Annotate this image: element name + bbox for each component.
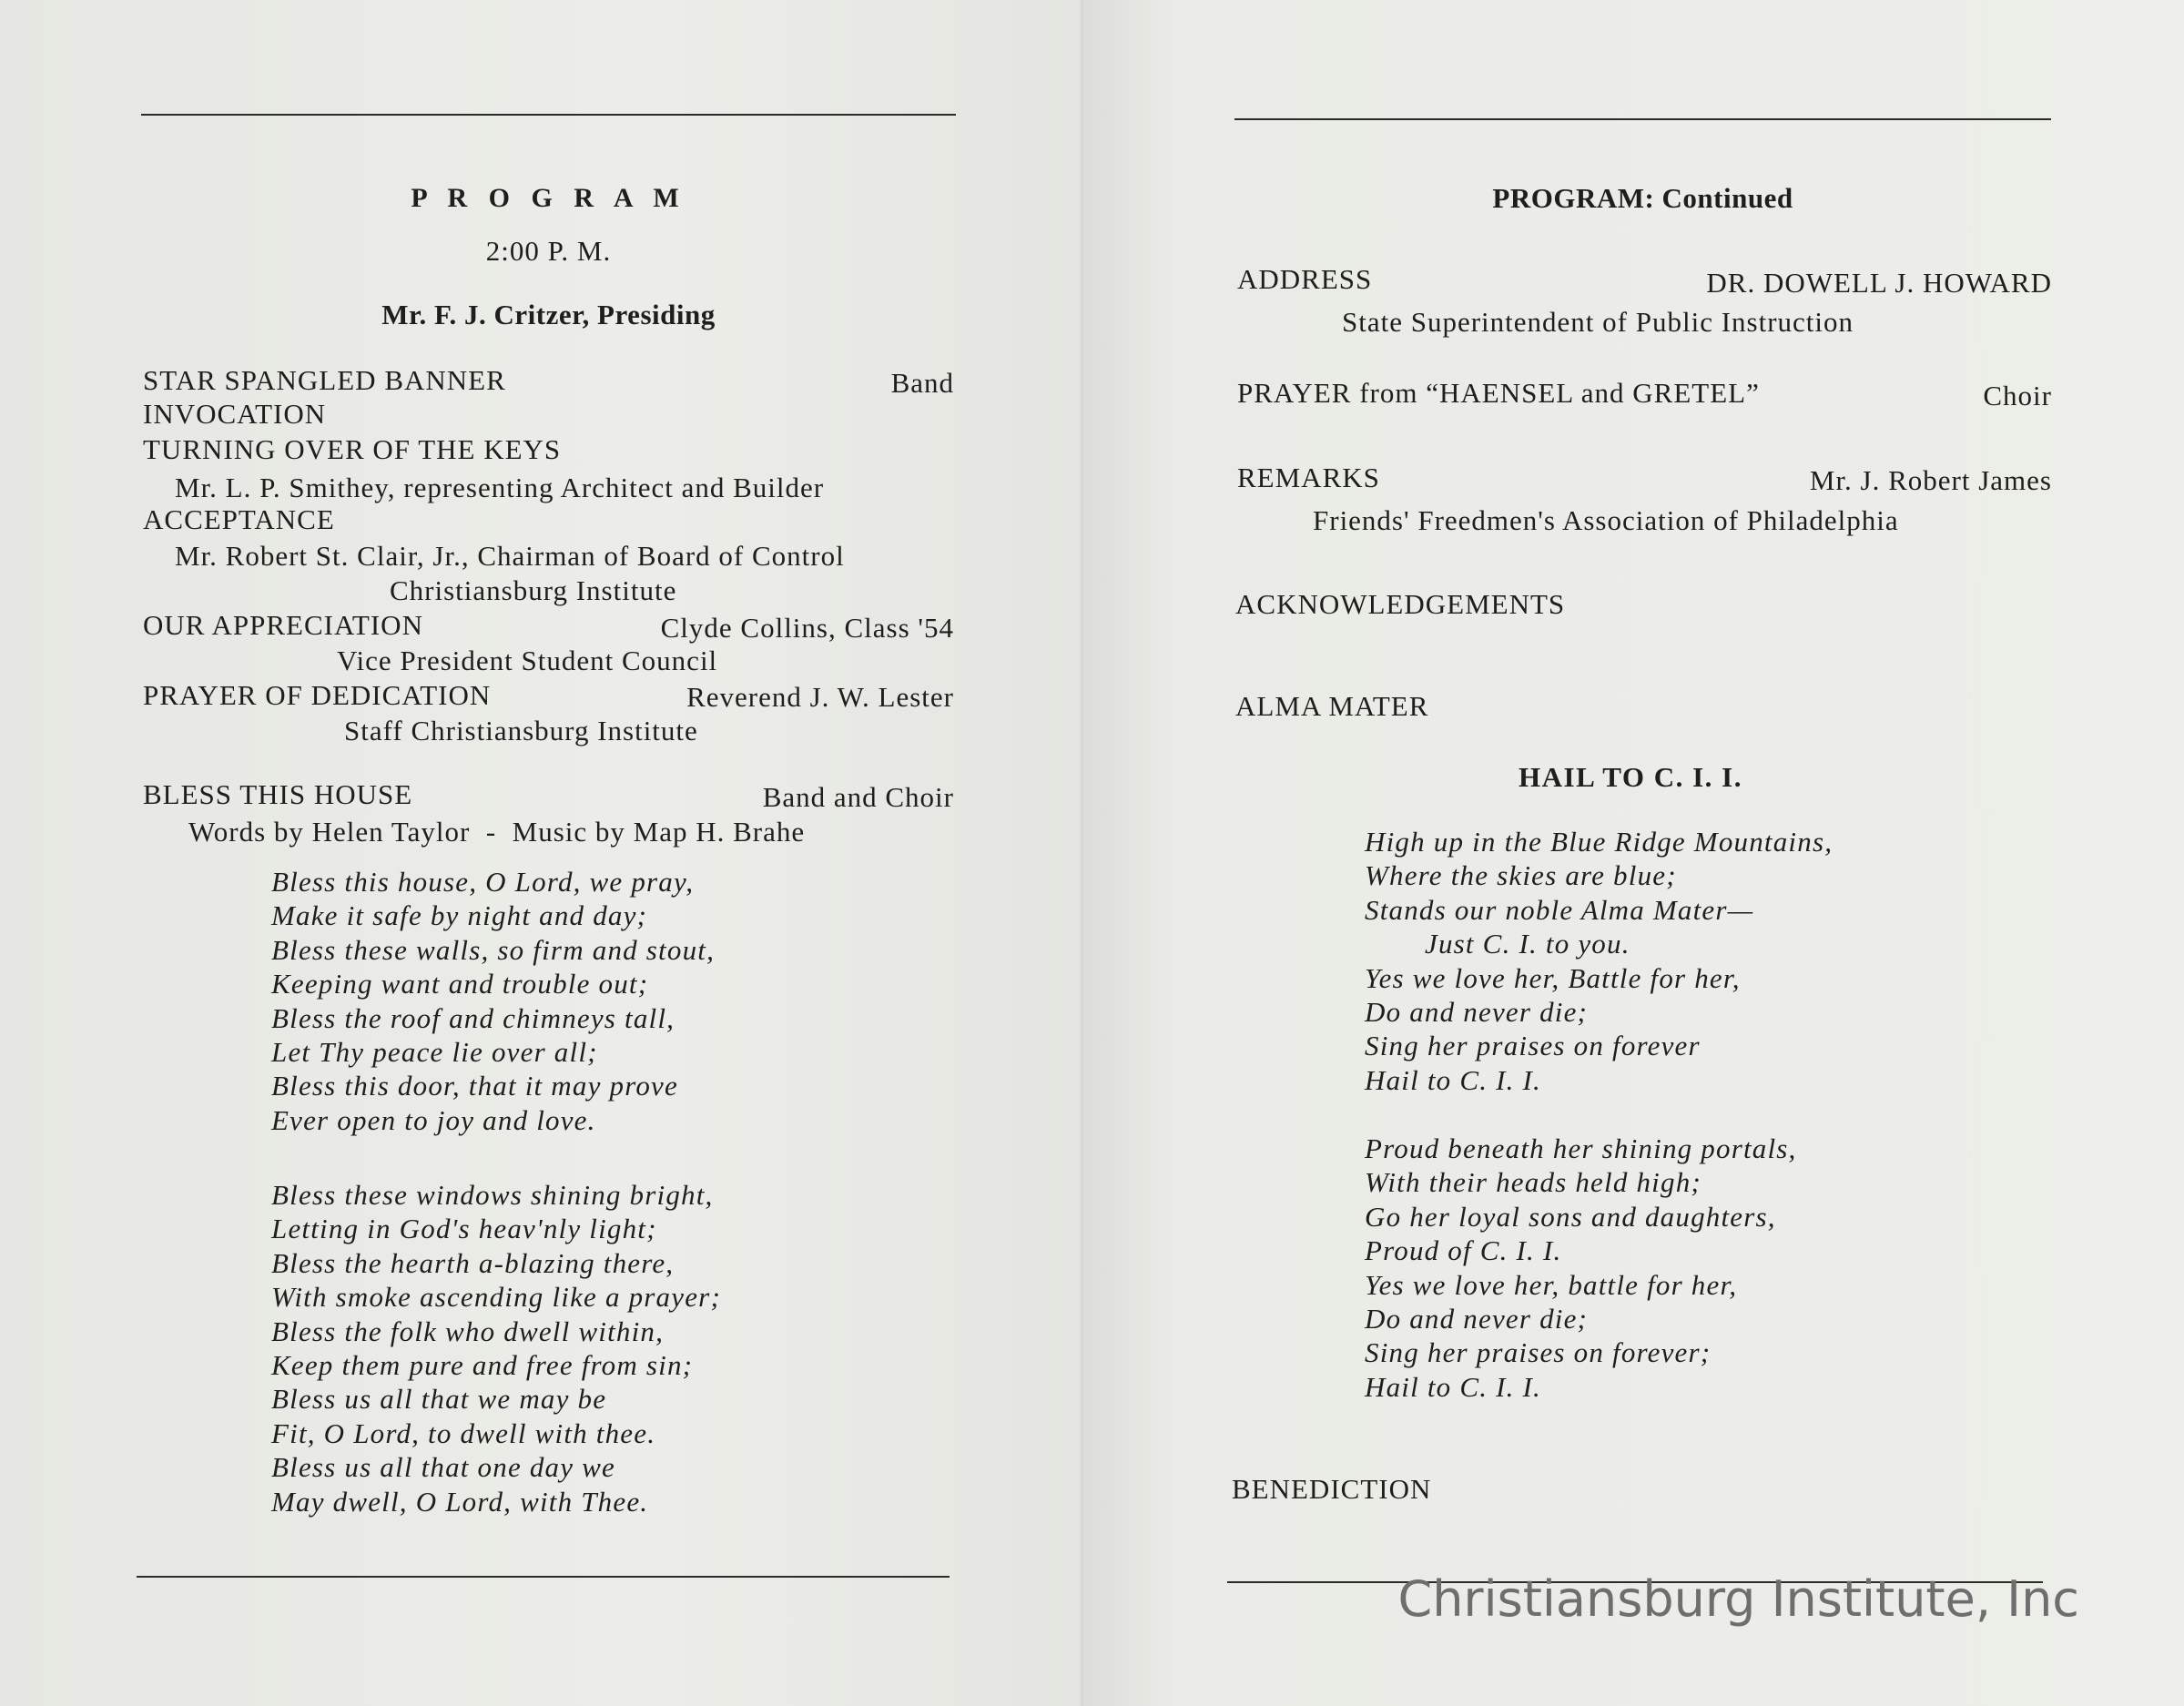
verse-line: Yes we love her, battle for her, [1365,1268,1738,1301]
verse-line: Keeping want and trouble out; [271,968,649,1000]
item-anthem: STAR SPANGLED BANNER [143,364,506,396]
song-verse-1 [1365,825,1833,1097]
item-bless-credits: Words by Helen Taylor - Music by Map H. Brahe [188,816,806,848]
verse-line: Sing her praises on forever; [1365,1336,1712,1369]
item-keys: TURNING OVER OF THE KEYS [143,433,562,465]
center-fold [1080,0,1085,1706]
presiding-line: Mr. F. J. Critzer, Presiding [381,299,716,330]
verse-line: Proud of C. I. I. [1365,1234,1562,1267]
verse-line: Go her loyal sons and daughters, [1365,1200,1776,1233]
verse-line: Where the skies are blue; [1365,859,1677,892]
item-dedication: PRAYER OF DEDICATION [143,679,492,711]
item-dedication-role: Staff Christiansburg Institute [344,715,698,746]
verse-line: Bless us all that one day we [271,1451,616,1484]
program-heading: P R O G R A M [411,183,686,213]
verse-line: Yes we love her, Battle for her, [1365,961,1741,994]
watermark-text: Christiansburg Institute, Inc [1397,1570,2079,1628]
item-appreciation-presenter: Clyde Collins, Class '54 [660,612,954,644]
verse-line: Bless this door, that it may prove [271,1070,678,1102]
left-bottom-rule [137,1576,950,1578]
item-appreciation: OUR APPRECIATION [143,609,423,641]
song-verse-2 [1365,1132,1797,1404]
item-address-role: State Superintendent of Public Instruction [1342,306,1854,338]
verse-line: Letting in God's heav'nly light; [271,1213,657,1245]
item-remarks-org: Friends' Freedmen's Association of Philadelphia [1313,504,1899,536]
item-appreciation-role: Vice President Student Council [337,645,718,676]
item-remarks: REMARKS [1237,462,1380,493]
item-invocation: INVOCATION [143,398,327,430]
item-bless-performer: Band and Choir [762,781,954,813]
item-address: ADDRESS [1237,263,1373,295]
item-bless: BLESS THIS HOUSE [143,778,413,810]
verse-line: Bless this house, O Lord, we pray, [271,866,695,898]
verse-line: Hail to C. I. I. [1365,1370,1541,1403]
right-top-rule [1234,118,2051,120]
verse-line: Bless the hearth a-blazing there, [271,1246,675,1279]
item-acceptance: ACCEPTANCE [143,503,335,535]
verse-line: Sing her praises on forever [1365,1030,1701,1062]
bless-verse-1 [271,865,715,1137]
item-remarks-speaker: Mr. J. Robert James [1809,464,2052,496]
verse-line: Make it safe by night and day; [271,899,648,932]
verse-line: Hail to C. I. I. [1365,1063,1541,1096]
item-prayer-performer: Choir [1983,380,2052,411]
verse-line: With smoke ascending like a prayer; [271,1281,721,1314]
item-anthem-performer: Band [890,367,954,399]
verse-line: Bless the roof and chimneys tall, [271,1001,676,1034]
verse-line: Fit, O Lord, to dwell with thee. [271,1417,656,1449]
item-address-speaker: DR. DOWELL J. HOWARD [1706,267,2052,299]
item-benediction: BENEDICTION [1232,1473,1432,1505]
item-prayer: PRAYER from “HAENSEL and GRETEL” [1237,377,1760,409]
item-dedication-presenter: Reverend J. W. Lester [686,681,954,713]
program-time: 2:00 P. M. [485,235,612,267]
verse-line: Stands our noble Alma Mater— [1365,893,1754,926]
item-keys-presenter: Mr. L. P. Smithey, representing Architect and Builder [175,472,825,503]
verse-line: Bless these windows shining bright, [271,1179,714,1211]
item-alma-mater: ALMA MATER [1235,690,1429,722]
verse-line: May dwell, O Lord, with Thee. [271,1485,649,1518]
verse-line: Just C. I. to you. [1425,928,1630,960]
item-acknowledgements: ACKNOWLEDGEMENTS [1235,588,1566,620]
verse-line: Proud beneath her shining portals, [1365,1132,1797,1164]
program-continued-heading: PROGRAM: Continued [1492,182,1793,214]
verse-line: Let Thy peace lie over all; [271,1036,598,1069]
left-top-rule [141,114,956,116]
verse-line: Bless the folk who dwell within, [271,1315,665,1347]
verse-line: High up in the Blue Ridge Mountains, [1365,826,1834,858]
verse-line: Ever open to joy and love. [271,1103,596,1136]
verse-line: Bless us all that we may be [271,1383,607,1416]
verse-line: Keep them pure and free from sin; [271,1349,694,1382]
bless-verse-2 [271,1178,721,1518]
song-title: HAIL TO C. I. I. [1519,761,1742,793]
item-acceptance-org: Christiansburg Institute [390,574,677,606]
verse-line: Do and never die; [1365,996,1589,1029]
verse-line: Bless these walls, so firm and stout, [271,933,716,966]
verse-line: With their heads held high; [1365,1166,1701,1199]
verse-line: Do and never die; [1365,1303,1589,1335]
item-acceptance-presenter: Mr. Robert St. Clair, Jr., Chairman of Board of Control [175,540,845,572]
